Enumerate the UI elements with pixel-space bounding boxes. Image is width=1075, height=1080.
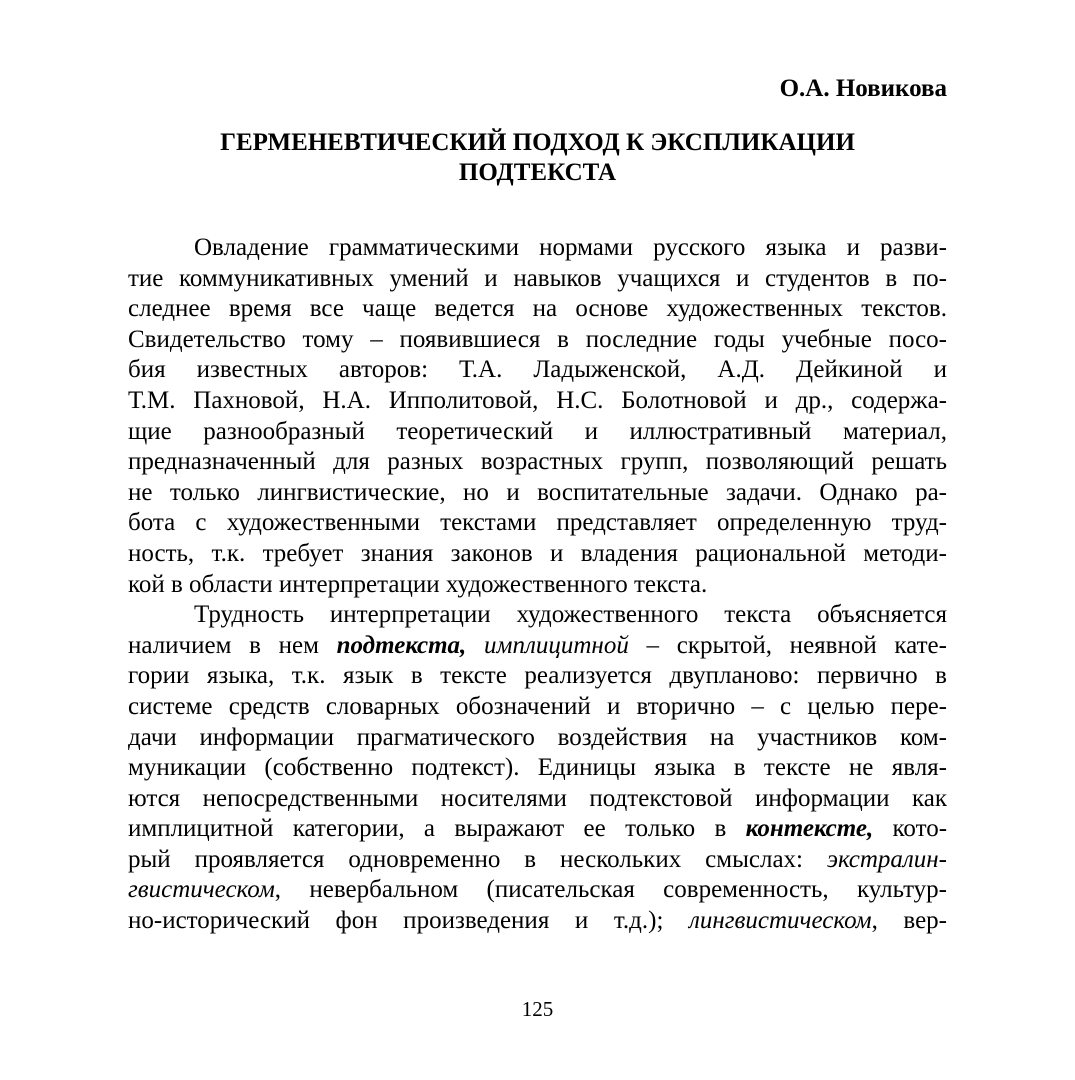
text-segment: но-исторический фон произведения и т.д.); xyxy=(128,907,689,935)
text-line: муникации (собственно подтекст). Единицы языка в тексте не явля- xyxy=(128,754,947,782)
article-body xyxy=(128,233,947,937)
term-extralinguistic: экстралин- xyxy=(826,845,947,873)
text-line: дачи информации прагматического воздействия на участников ком- xyxy=(128,723,947,751)
text-line: предназначенный для разных возрастных групп, позволяющий решать xyxy=(128,448,947,476)
text-line: ность, т.к. требует знания законов и владения рациональной методи- xyxy=(128,539,947,567)
text-line xyxy=(128,845,947,876)
text-line: Свидетельство тому – появившиеся в последние годы учебные посо- xyxy=(128,325,947,353)
page-number: 125 xyxy=(521,997,554,1021)
text-line: не только лингвистические, но и воспитательные задачи. Однако ра- xyxy=(128,478,947,506)
text-line: тие коммуникативных умений и навыков учащихся и студентов в по- xyxy=(128,264,947,292)
text-line: Трудность интерпретации художественного текста объясняется xyxy=(194,601,947,629)
author-name: О.А. Новикова xyxy=(779,75,947,102)
term-subtext: подтекста, xyxy=(336,631,467,659)
text-line: Т.М. Пахновой, Н.А. Ипполитовой, Н.С. Болотновой и др., содержа- xyxy=(128,386,947,414)
text-line: бия известных авторов: Т.А. Ладыженской, А.Д. Дейкиной и xyxy=(128,356,947,384)
title-line-2: ПОДТЕКСТА xyxy=(458,159,617,186)
text-line xyxy=(128,631,947,662)
text-line: гории языка, т.к. язык в тексте реализуется двупланово: первично в xyxy=(128,662,947,690)
term-linguistic: лингвистическом xyxy=(688,907,872,935)
text-segment xyxy=(466,632,484,659)
title-line-1: ГЕРМЕНЕВТИЧЕСКИЙ ПОДХОД К ЭКСПЛИКАЦИИ xyxy=(220,129,855,156)
text-line: кой в области интерпретации художественного текста. xyxy=(128,570,708,598)
term-implicit: имплицитной xyxy=(484,631,629,659)
term-context: контексте, xyxy=(745,815,874,843)
paragraph-2 xyxy=(128,600,947,937)
text-line: Овладение грамматическими нормами русского языка и разви- xyxy=(194,234,947,261)
term-extralinguistic-cont: гвистическом xyxy=(128,876,275,904)
article-title xyxy=(128,128,947,188)
text-segment: рый проявляется одновременно в нескольких смыслах: xyxy=(128,845,827,873)
text-line: следнее время все чаще ведется на основе художественных текстов. xyxy=(128,295,947,323)
text-segment: наличием в нем xyxy=(128,631,337,659)
text-segment: , невербальном (писательская современность, культур- xyxy=(274,876,947,904)
text-line xyxy=(128,906,947,937)
text-line xyxy=(128,814,947,845)
text-segment: – скрытой, неявной кате- xyxy=(628,631,947,659)
text-segment: кото- xyxy=(873,815,947,843)
text-line: щие разнообразный теоретический и иллюстративный материал, xyxy=(128,417,947,445)
text-line: системе средств словарных обозначений и вторично – с целью пере- xyxy=(128,692,947,720)
text-line xyxy=(128,875,947,906)
paragraph-1 xyxy=(128,233,947,600)
text-line: ются непосредственными носителями подтекстовой информации как xyxy=(128,784,947,812)
text-line: бота с художественными текстами представляет определенную труд- xyxy=(128,509,947,537)
text-segment: имплицитной категории, а выражают ее только в xyxy=(128,815,746,843)
text-segment: , вер- xyxy=(871,907,947,935)
